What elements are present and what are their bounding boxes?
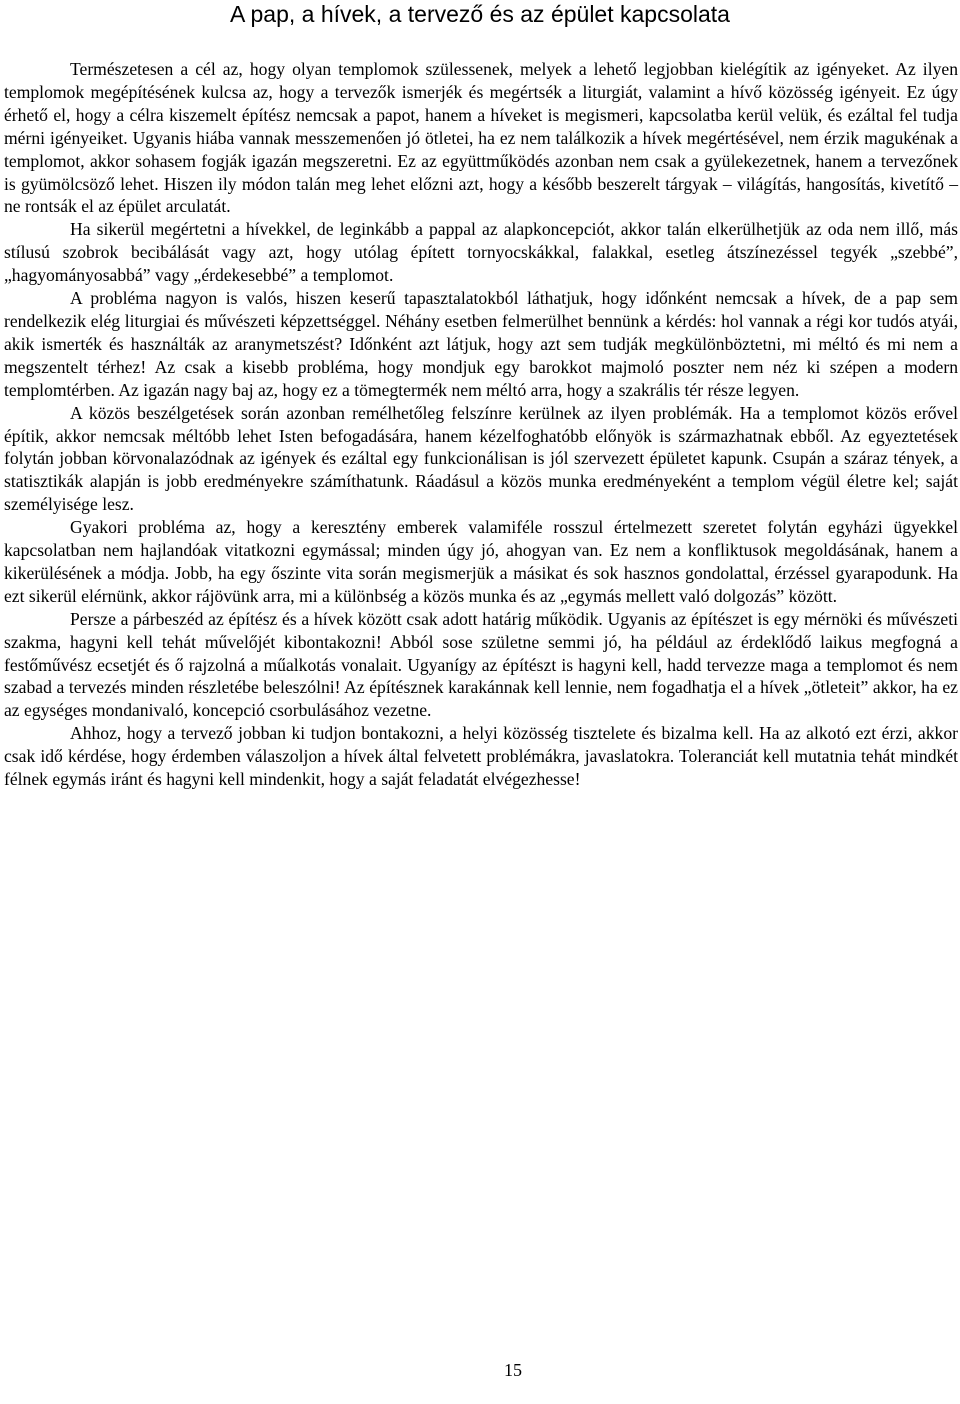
paragraph-7: Ahhoz, hogy a tervező jobban ki tudjon bontakozni, a helyi közösség tisztelete és bizalma kell. Ha az alkotó ezt érzi, akkor csak idő kérdése, hogy érdemben válaszoljon a hívek által felvetett problémákra, javaslatokra. Toleranciát kell mutatnia tehát mindkét félnek egymás iránt és hagyni kell mindenkit, hogy a saját feladatát elvégezhesse!: [4, 723, 958, 790]
paragraph-1: Természetesen a cél az, hogy olyan templomok szülessenek, melyek a lehető legjobban kielégítik az igényeket. Az ilyen templomok megépítésének kulcsa az, hogy a tervezők ismerjék és megértsék a liturgiát, valamint a hívő közösség igényeit. Ez úgy érhető el, hogy a célra kiszemelt építész nemcsak a papot, hanem a híveket is megismeri, kapcsolatba kerül velük, és ezáltal fel tudja mérni igényeiket. Ugyanis hiába vannak messzemenően jó ötletei, ha ez nem találkozik a hívek megértésével, nem érzik magukénak a templomot, akkor sohasem fogják igazán megszeretni. Ez az együttműködés azonban nem csak a gyülekezetnek, hanem a tervezőnek is gyümölcsöző lehet. Hiszen ily módon talán meg lehet előzni azt, hogy a később beszerelt tárgyak – világítás, hangosítás, kivetítő – ne rontsák el az épület arculatát.: [4, 59, 958, 217]
paragraph-4: A közös beszélgetések során azonban remélhetőleg felszínre kerülnek az ilyen problémák. Ha a templomot közös erővel építik, akkor nemcsak méltóbb lehet Isten befogadására, hanem kézelfoghatóbb előnyök is származhatnak ebből. Az egyeztetések folytán jobban körvonalazódnak az igények és ezáltal egy funkcionálisan is jól szervezett épületet kapunk. Csupán a száraz tények, a statisztikák alapján is jobb eredményekre számíthatunk. Ráadásul a közös munka eredményeként a templom végül életre kel; saját személyisége lesz.: [4, 402, 958, 515]
body-text: [4, 58, 958, 791]
paragraph-3: A probléma nagyon is valós, hiszen keserű tapasztalatokból láthatjuk, hogy időnként nemcsak a hívek, de a pap sem rendelkezik elég liturgiai és művészeti képzettséggel. Néhány esetben felmerülhet bennünk a kérdés: hol vannak a régi kor tudós atyái, akik ismerték és használták az aranymetszést? Időnként azt látjuk, hogy azt sem tudják megkülönböztetni, mi méltó és mi nem a megszentelt térhez! Az csak a kisebb probléma, hogy mondjuk egy barokkot majmoló poszter nem néz ki szépen a modern templomtérben. Az igazán nagy baj az, hogy ez a tömegtermék nem méltó arra, hogy a szakrális tér része legyen.: [4, 288, 958, 400]
paragraph-5: Gyakori probléma az, hogy a keresztény emberek valamiféle rosszul értelmezett szeretet folytán egyházi ügyekkel kapcsolatban nem hajlandóak vitatkozni egymással; minden úgy jó, ahogyan van. Ez nem a konfliktusok megoldásának, hanem a kikerülésének a módja. Jobb, ha egy őszinte vita során megismerjük a másikat és sok hasznos gondolattal, érzéssel gyarapodunk. Ha ezt sikerül elérnünk, akkor rájövünk arra, mi a különbség a közös munka és az „egymás mellett való dolgozás” között.: [4, 517, 958, 606]
page-number: 15: [504, 1360, 522, 1380]
paragraph-6: Persze a párbeszéd az építész és a hívek között csak adott határig működik. Ugyanis az építészet is egy mérnöki és művészeti szakma, hagyni kell tehát művelőjét kibontakozni! Abból sose születne semmi jó, ha például az érdeklődő laikus megfogná a festőművész ecsetjét és ő rajzolná a műalkotás vonalait. Ugyanígy az építészt is hagyni kell, hadd tervezze maga a templomot és nem szabad a tervezés minden részletébe beleszólni! Az építésznek karakánnak kell lennie, nem fogadhatja el a hívek „ötleteit” akkor, ha ez az egységes mondanivaló, koncepció csorbulásához vezetne.: [4, 608, 958, 721]
page-title: A pap, a hívek, a tervező és az épület kapcsolata: [230, 1, 730, 27]
paragraph-2: Ha sikerül megértetni a hívekkel, de leginkább a pappal az alapkoncepciót, akkor talán elkerülhetjük az oda nem illő, más stílusú szobrok becibálását vagy azt, hogy utólag épített tornyocskákkal, falakkal, esetleg átszínezéssel tegyék „szebbé”, „hagyományosabbá” vagy „érdekesebbé” a templomot.: [4, 219, 958, 286]
